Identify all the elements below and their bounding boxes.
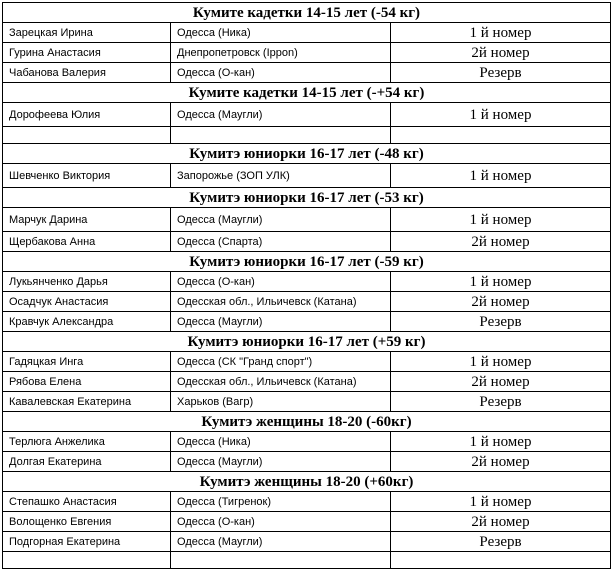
athlete-club: Одесса (О-кан) (171, 512, 391, 532)
athlete-name: Кравчук Александра (3, 312, 171, 332)
empty-cell (391, 127, 611, 144)
athlete-place: 2й номер (391, 452, 611, 472)
athlete-club: Одесса (О-кан) (171, 63, 391, 83)
athlete-club: Одесса (Тигренок) (171, 492, 391, 512)
athlete-place: 1 й номер (391, 272, 611, 292)
table-row (3, 164, 611, 188)
athlete-club: Запорожье (ЗОП УЛК) (171, 164, 391, 188)
athlete-club: Одесса (О-кан) (171, 272, 391, 292)
athlete-club: Одесса (Маугли) (171, 103, 391, 127)
table-row (3, 272, 611, 292)
section-header-row (3, 144, 611, 164)
athlete-club: Одесса (Маугли) (171, 312, 391, 332)
athlete-name: Марчук Дарина (3, 208, 171, 232)
table-row (3, 432, 611, 452)
athlete-club: Одесса (Ника) (171, 432, 391, 452)
section-title: Кумитэ женщины 18-20 (-60кг) (3, 412, 611, 432)
athlete-place: 1 й номер (391, 103, 611, 127)
athlete-name: Терлюга Анжелика (3, 432, 171, 452)
section-title: Кумите кадетки 14-15 лет (-+54 кг) (3, 83, 611, 103)
table-row (3, 532, 611, 552)
section-header-row (3, 83, 611, 103)
section-header-row (3, 188, 611, 208)
section-title: Кумите кадетки 14-15 лет (-54 кг) (3, 3, 611, 23)
table-row (3, 232, 611, 252)
athlete-name: Зарецкая Ирина (3, 23, 171, 43)
athlete-place: Резерв (391, 63, 611, 83)
athlete-place: 2й номер (391, 512, 611, 532)
section-title: Кумитэ юниорки 16-17 лет (-48 кг) (3, 144, 611, 164)
athlete-club: Одесса (СК "Гранд спорт") (171, 352, 391, 372)
athlete-place: 2й номер (391, 372, 611, 392)
athlete-name: Гадяцкая Инга (3, 352, 171, 372)
empty-row (3, 552, 611, 569)
results-table (2, 2, 611, 569)
athlete-club: Одесса (Ника) (171, 23, 391, 43)
athlete-name: Щербакова Анна (3, 232, 171, 252)
athlete-club: Одесса (Маугли) (171, 208, 391, 232)
athlete-name: Кавалевская Екатерина (3, 392, 171, 412)
athlete-club: Одесская обл., Ильичевск (Катана) (171, 292, 391, 312)
table-row (3, 352, 611, 372)
section-header-row (3, 332, 611, 352)
athlete-club: Харьков (Вагр) (171, 392, 391, 412)
athlete-name: Рябова Елена (3, 372, 171, 392)
athlete-name: Шевченко Виктория (3, 164, 171, 188)
athlete-club: Днепропетровск (Ippon) (171, 43, 391, 63)
section-title: Кумитэ юниорки 16-17 лет (+59 кг) (3, 332, 611, 352)
athlete-club: Одесская обл., Ильичевск (Катана) (171, 372, 391, 392)
section-header-row (3, 252, 611, 272)
empty-cell (171, 552, 391, 569)
athlete-name: Дорофеева Юлия (3, 103, 171, 127)
table-row (3, 492, 611, 512)
table-row (3, 43, 611, 63)
athlete-name: Гурина Анастасия (3, 43, 171, 63)
athlete-place: 1 й номер (391, 208, 611, 232)
athlete-place: Резерв (391, 392, 611, 412)
table-row (3, 103, 611, 127)
table-row (3, 372, 611, 392)
table-row (3, 292, 611, 312)
athlete-name: Волощенко Евгения (3, 512, 171, 532)
section-title: Кумитэ юниорки 16-17 лет (-59 кг) (3, 252, 611, 272)
athlete-name: Чабанова Валерия (3, 63, 171, 83)
athlete-place: 1 й номер (391, 23, 611, 43)
section-title: Кумитэ женщины 18-20 (+60кг) (3, 472, 611, 492)
empty-row (3, 127, 611, 144)
empty-cell (171, 127, 391, 144)
athlete-name: Осадчук Анастасия (3, 292, 171, 312)
section-header-row (3, 412, 611, 432)
table-row (3, 63, 611, 83)
athlete-name: Долгая Екатерина (3, 452, 171, 472)
table-row (3, 312, 611, 332)
athlete-place: Резерв (391, 312, 611, 332)
table-row (3, 512, 611, 532)
athlete-place: Резерв (391, 532, 611, 552)
section-header-row (3, 472, 611, 492)
athlete-place: 1 й номер (391, 492, 611, 512)
section-title: Кумитэ юниорки 16-17 лет (-53 кг) (3, 188, 611, 208)
table-row (3, 208, 611, 232)
athlete-place: 2й номер (391, 43, 611, 63)
section-header-row (3, 3, 611, 23)
table-row (3, 23, 611, 43)
empty-cell (391, 552, 611, 569)
empty-cell (3, 127, 171, 144)
athlete-club: Одесса (Маугли) (171, 532, 391, 552)
athlete-place: 2й номер (391, 292, 611, 312)
empty-cell (3, 552, 171, 569)
athlete-place: 2й номер (391, 232, 611, 252)
table-row (3, 392, 611, 412)
athlete-club: Одесса (Спарта) (171, 232, 391, 252)
athlete-place: 1 й номер (391, 164, 611, 188)
athlete-name: Подгорная Екатерина (3, 532, 171, 552)
table-row (3, 452, 611, 472)
athlete-place: 1 й номер (391, 432, 611, 452)
athlete-name: Степашко Анастасия (3, 492, 171, 512)
athlete-place: 1 й номер (391, 352, 611, 372)
athlete-name: Лукьянченко Дарья (3, 272, 171, 292)
athlete-club: Одесса (Маугли) (171, 452, 391, 472)
